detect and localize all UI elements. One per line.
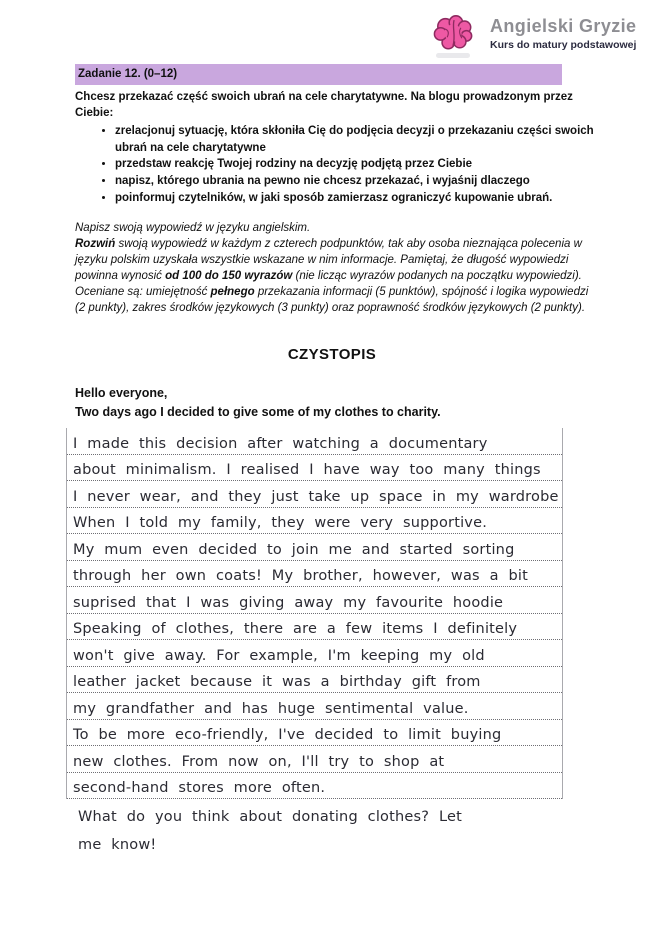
task-intro: Chcesz przekazać część swoich ubrań na cele charytatywne. Na blogu prowadzonym przez Ciebie: xyxy=(75,90,573,120)
note-seg4: (nie licząc wyrazów podanych na początku wypowiedzi). Oceniane są: umiejętność xyxy=(75,269,582,298)
opening-sentence: Two days ago I decided to give some of my clothes to charity. xyxy=(75,404,441,419)
handwritten-text: through her own coats! My brother, however, was a bit xyxy=(73,568,529,584)
handwritten-text: My mum even decided to join me and started sorting xyxy=(73,541,515,558)
task-bullet: • napisz, którego ubrania na pewno nie chcesz przekazać, i wyjaśnij dlaczego xyxy=(115,173,595,190)
handwritten-text: leather jacket because it was a birthday gift from xyxy=(73,674,481,690)
ruled-line xyxy=(67,746,562,773)
ruled-line xyxy=(67,693,562,720)
ruled-line xyxy=(67,561,562,588)
salutation: Hello everyone, xyxy=(75,386,168,400)
ruled-line xyxy=(67,614,562,641)
ruled-line xyxy=(67,534,562,561)
handwritten-text: won't give away. For example, I'm keeping my old xyxy=(73,647,485,664)
ruled-line xyxy=(67,640,562,667)
note-line1: Napisz swoją wypowiedź w języku angielskim. xyxy=(75,222,311,235)
task-bullet-list xyxy=(75,123,595,206)
ruled-line xyxy=(67,455,562,482)
handwritten-text: suprised that I was giving away my favourite hoodie xyxy=(73,594,504,611)
handwritten-text: To be more eco-friendly, I've decided to limit buying xyxy=(73,727,502,743)
task-note xyxy=(75,221,597,316)
ruled-line xyxy=(67,428,562,455)
task-header-bar: Zadanie 12. (0–12) xyxy=(75,64,562,85)
czystopis-heading: CZYSTOPIS xyxy=(287,346,377,363)
logo-subtitle: Kurs do matury podstawowej xyxy=(490,38,637,51)
answer-sheet xyxy=(66,428,563,855)
plain-line xyxy=(66,827,563,855)
handwritten-text: second-hand stores more often. xyxy=(73,780,326,796)
task-section xyxy=(75,64,597,328)
ruled-line xyxy=(67,508,562,535)
ruled-line xyxy=(67,481,562,508)
handwritten-text: about minimalism. I realised I have way too many things xyxy=(73,462,541,478)
note-seg2: swoją wypowiedź w każdym z czterech podpunktów, tak aby osoba nieznająca polecenia w języku polskim uzyskała wszystkie wskazane w nim informacje. Pamiętaj, że długość wypowiedzi powinna wynosić xyxy=(75,238,582,282)
task-bullet: • przedstaw reakcję Twojej rodziny na decyzję podjętą przez Ciebie xyxy=(115,156,595,173)
ruled-area xyxy=(66,428,563,799)
task-bullet: • poinformuj czytelników, w jaki sposób zamierzasz ograniczyć kupowanie ubrań. xyxy=(115,190,595,207)
note-seg6: przekazania informacji (5 punktów), spójność i logika wypowiedzi (2 punkty), zakres środków językowych (3 punkty) oraz poprawność środków językowych (2 punkty). xyxy=(75,285,589,314)
handwritten-text: I made this decision after watching a documentary xyxy=(73,435,488,452)
brain-logo-icon xyxy=(433,13,475,53)
task-bullet: • zrelacjonuj sytuację, która skłoniła Cię do podjęcia decyzji o przekazaniu części swoich ubrań na cele charytatywne xyxy=(115,123,595,156)
note-bold-full: pełnego xyxy=(210,285,255,298)
ruled-line xyxy=(67,587,562,614)
note-bold-length: od 100 do 150 wyrazów xyxy=(165,269,293,282)
handwritten-text: new clothes. From now on, I'll try to shop at xyxy=(73,753,445,770)
plain-line xyxy=(66,799,563,827)
logo-text xyxy=(490,13,636,51)
letter-opening xyxy=(75,384,441,422)
handwritten-text: my grandfather and has huge sentimental value. xyxy=(73,700,469,717)
ruled-line xyxy=(67,773,562,800)
ruled-line xyxy=(67,720,562,747)
logo-shadow xyxy=(436,53,470,58)
logo xyxy=(433,13,636,53)
unruled-area xyxy=(66,799,563,855)
handwritten-text: me know! xyxy=(78,837,157,853)
ruled-line xyxy=(67,667,562,694)
handwritten-text: What do you think about donating clothes? Let xyxy=(78,809,463,825)
handwritten-text: When I told my family, they were very supportive. xyxy=(73,515,488,531)
logo-title: Angielski Gryzie xyxy=(490,16,637,36)
handwritten-text: I never wear, and they just take up space in my wardrobe xyxy=(73,488,559,505)
note-bold-develop: Rozwiń xyxy=(75,238,116,251)
handwritten-text: Speaking of clothes, there are a few items I definitely xyxy=(73,621,518,637)
